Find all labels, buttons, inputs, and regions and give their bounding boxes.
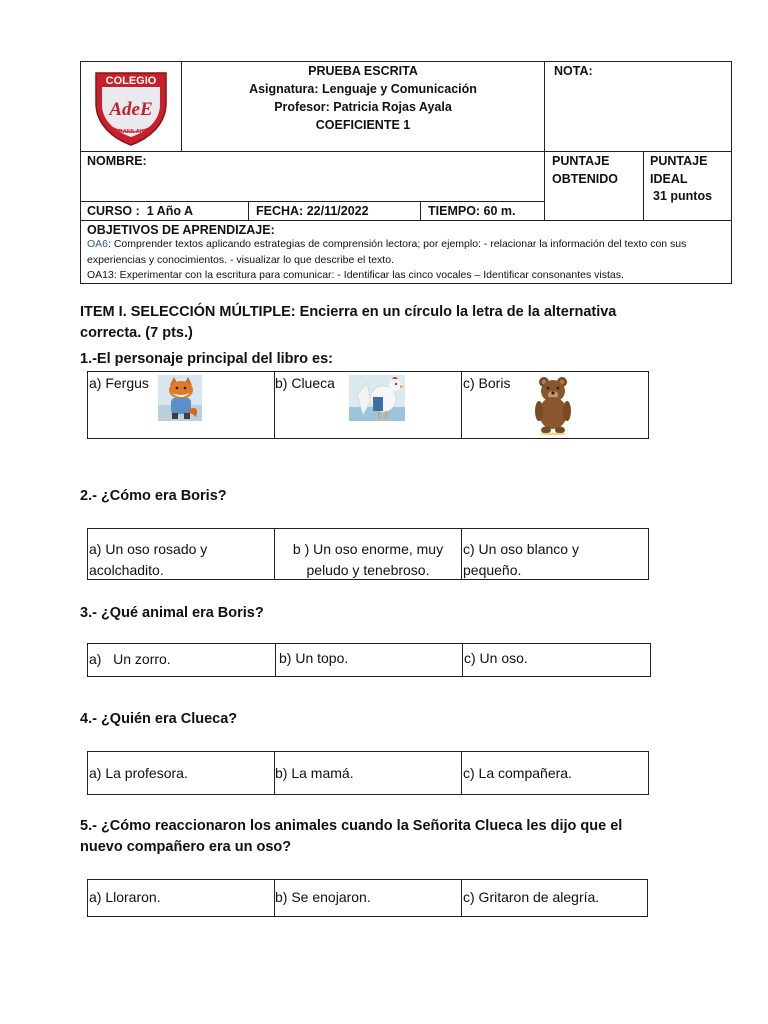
item-title-rest: Encierra en un círculo la letra de la alternativa correcta. (7 pts.) bbox=[80, 304, 617, 341]
question-2: 2.- ¿Cómo era Boris? bbox=[80, 488, 227, 504]
option-5c[interactable]: c) Gritaron de alegría. bbox=[463, 889, 600, 905]
options-table-3 bbox=[87, 643, 651, 677]
header-table bbox=[80, 61, 732, 284]
question-3: 3.- ¿Qué animal era Boris? bbox=[80, 605, 264, 621]
option-3c[interactable]: c) Un oso. bbox=[464, 650, 528, 666]
option-2c[interactable]: c) Un oso blanco y pequeño. bbox=[463, 541, 579, 578]
item-title-bold: ITEM I. SELECCIÓN MÚLTIPLE: bbox=[80, 304, 296, 320]
option-1b[interactable]: b) Clueca bbox=[275, 375, 335, 391]
item-title bbox=[80, 302, 660, 344]
coefficient-line: COEFICIENTE 1 bbox=[315, 118, 411, 132]
course-label: CURSO : 1 Año A bbox=[87, 204, 194, 218]
option-1a[interactable]: a) Fergus bbox=[89, 375, 149, 391]
crest-text-bottom: CURANILAHUE bbox=[110, 129, 152, 135]
objectives-title: OBJETIVOS DE APRENDIZAJE: bbox=[87, 223, 275, 237]
option-1c[interactable]: c) Boris bbox=[463, 375, 511, 391]
option-3a[interactable]: a) Un zorro. bbox=[89, 651, 171, 667]
exam-title: PRUEBA ESCRITA bbox=[308, 64, 418, 78]
score-obtained-label: PUNTAJE OBTENIDO bbox=[552, 154, 618, 186]
hen-picture-icon bbox=[349, 375, 405, 421]
option-3b[interactable]: b) Un topo. bbox=[279, 650, 349, 666]
teacher-line: Profesor: Patricia Rojas Ayala bbox=[274, 100, 452, 114]
option-5b[interactable]: b) Se enojaron. bbox=[275, 889, 371, 905]
option-4a[interactable]: a) La profesora. bbox=[89, 765, 188, 781]
option-2a[interactable]: a) Un oso rosado y acolchadito. bbox=[89, 541, 208, 578]
options-table-1 bbox=[87, 371, 649, 439]
grade-label: NOTA: bbox=[554, 64, 593, 78]
oa6-code: OA6 bbox=[87, 238, 109, 250]
objective-oa6 bbox=[87, 237, 727, 268]
date-label: FECHA: 22/11/2022 bbox=[256, 204, 369, 218]
score-ideal-label: PUNTAJE IDEAL bbox=[650, 154, 708, 186]
option-5a[interactable]: a) Lloraron. bbox=[89, 889, 161, 905]
option-2b[interactable]: b ) Un oso enorme, muy peludo y tenebroso. bbox=[292, 541, 444, 578]
question-4: 4.- ¿Quién era Clueca? bbox=[80, 711, 238, 727]
question-1: 1.-El personaje principal del libro es: bbox=[80, 351, 334, 367]
crest-text-top: COLEGIO bbox=[105, 75, 157, 87]
oa6-text: : Comprender textos aplicando estrategias de comprensión lectora; por ejemplo: - relacionar la información del texto con sus experiencias y conocimientos. - visualizar lo que describe el texto. bbox=[87, 238, 687, 266]
score-ideal-value: 31 puntos bbox=[653, 189, 713, 203]
objective-oa13: OA13: Experimentar con la escritura para comunicar: - Identificar las cinco vocales – Identificar consonantes vistas. bbox=[87, 269, 624, 281]
time-label: TIEMPO: 60 m. bbox=[428, 204, 516, 218]
crest-monogram: AdeE bbox=[109, 99, 153, 120]
subject-line: Asignatura: Lenguaje y Comunicación bbox=[249, 82, 477, 96]
fox-picture-icon bbox=[158, 375, 202, 421]
question-5: 5.- ¿Cómo reaccionaron los animales cuando la Señorita Clueca les dijo que el nuevo compañero era un oso? bbox=[80, 818, 623, 855]
options-table-5 bbox=[87, 879, 648, 917]
option-4b[interactable]: b) La mamá. bbox=[275, 765, 354, 781]
bear-picture-icon bbox=[532, 375, 576, 435]
name-label: NOMBRE: bbox=[87, 154, 147, 168]
options-table-2 bbox=[87, 528, 649, 580]
school-crest-icon bbox=[92, 67, 170, 147]
option-4c[interactable]: c) La compañera. bbox=[463, 765, 572, 781]
options-table-4 bbox=[87, 751, 649, 795]
